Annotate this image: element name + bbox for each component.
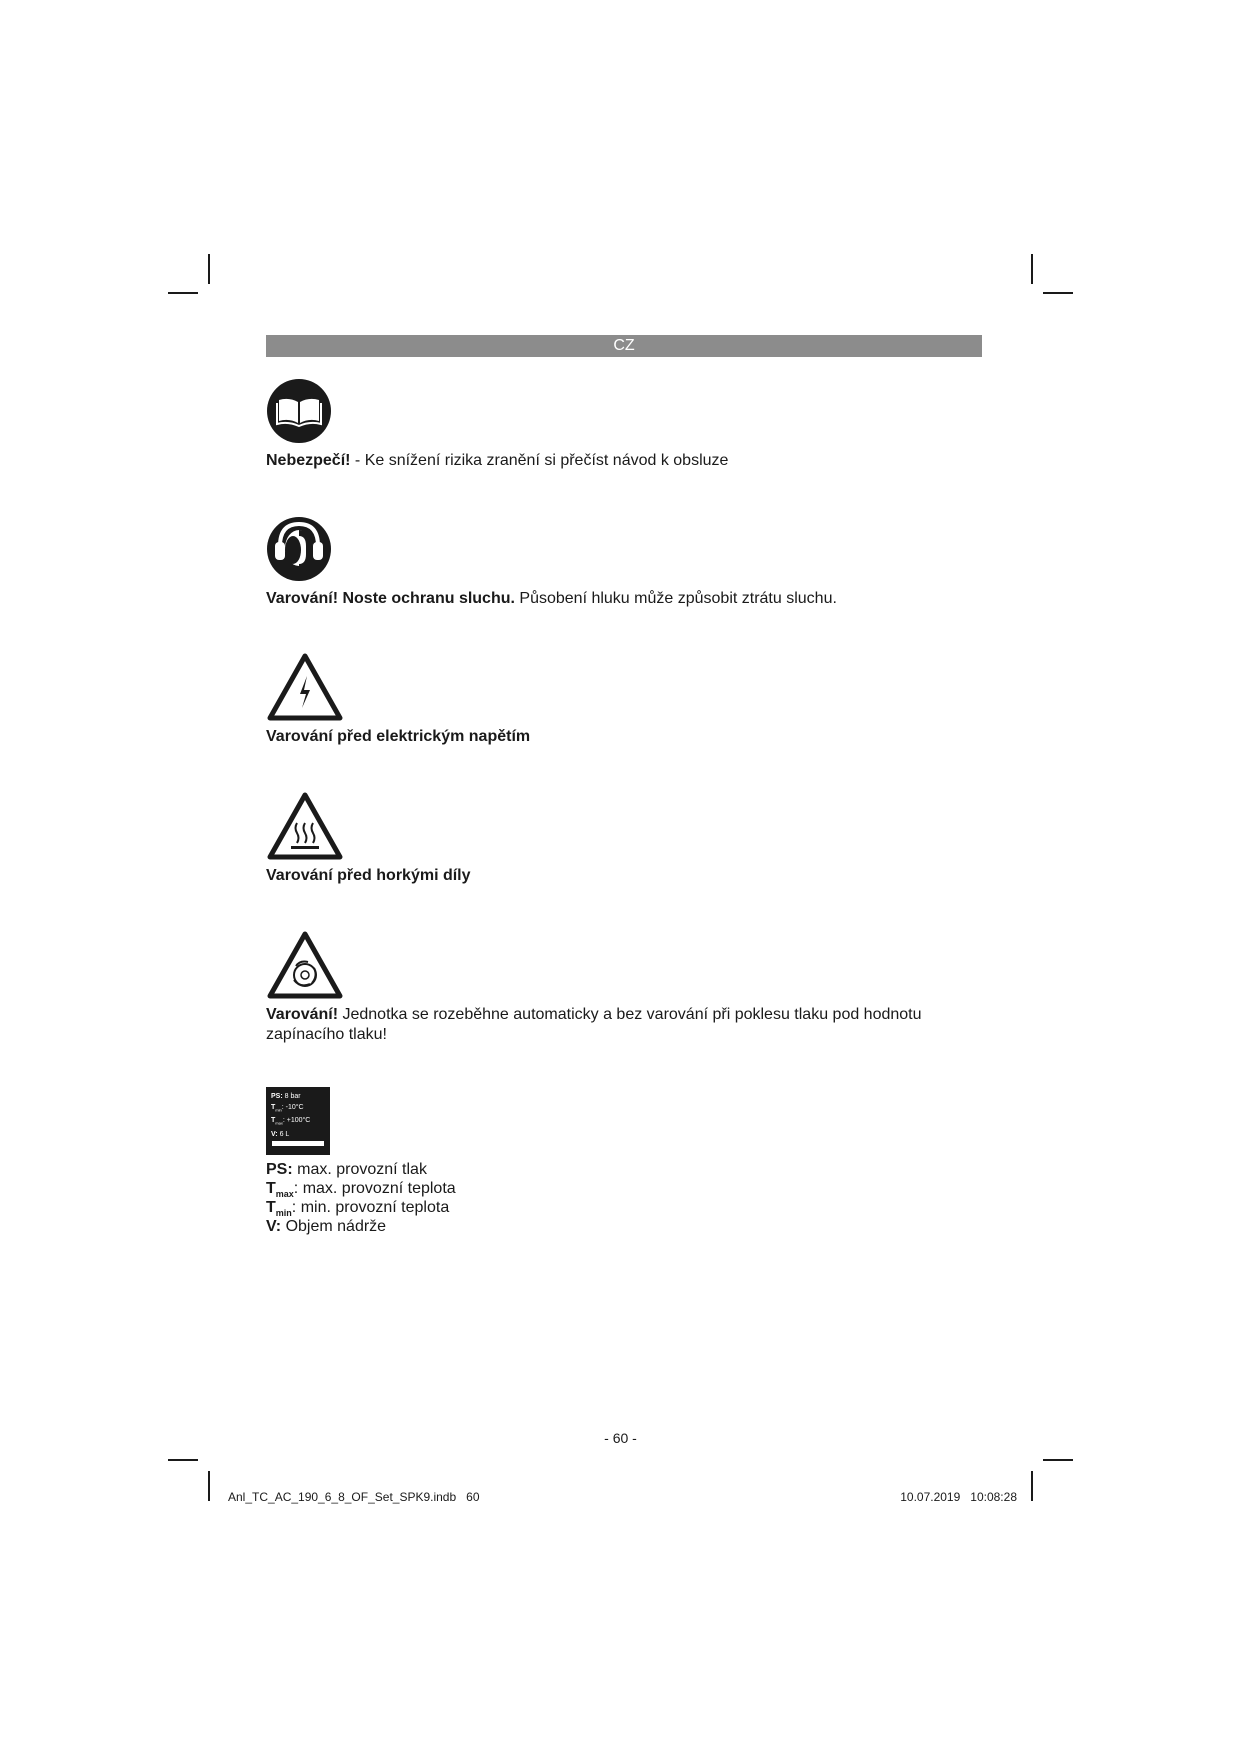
legend-tmax: $T_{max}$: max. provozní teplota [266, 1180, 456, 1200]
plate-tmin: $T_{min}$: -10°C [271, 1104, 304, 1113]
symbol-caption: Varování! Noste ochranu sluchu. Působení hluku může způsobit ztrátu sluchu. [266, 590, 837, 607]
crop-mark [1031, 254, 1033, 284]
legend-v: V: Objem nádrže [266, 1218, 387, 1235]
ear-protection-icon [266, 516, 332, 587]
symbol-caption: Nebezpečí! - Ke snížení rizika zranění si přečíst návod k obsluze [266, 452, 729, 469]
plate-v: V: 6 L [271, 1130, 290, 1138]
file-name: Anl_TC_AC_190_6_8_OF_Set_SPK9.indb 60 [228, 1490, 480, 1504]
symbol-caption: Varování! Jednotka se rozeběhne automaticky a bez varování při poklesu tlaku pod hodnotu zapínacího tlaku! [266, 1006, 922, 1043]
crop-mark [1043, 1459, 1073, 1461]
plate-ps: PS: 8 bar [271, 1093, 301, 1100]
crop-mark [1031, 1471, 1033, 1501]
crop-mark [208, 254, 210, 284]
language-header: CZ [266, 335, 982, 357]
crop-mark [168, 1459, 198, 1461]
electric-voltage-icon [266, 652, 344, 727]
plate-strip [272, 1141, 324, 1146]
read-manual-icon [266, 378, 332, 449]
crop-mark [168, 292, 198, 294]
crop-mark [208, 1471, 210, 1501]
plate-tmax: $T_{max}$: +100°C [271, 1117, 311, 1126]
crop-mark [1043, 292, 1073, 294]
plate-legend [266, 1160, 456, 1236]
automatic-start-icon [266, 930, 344, 1005]
hot-surface-icon [266, 791, 344, 866]
print-date-time: 10.07.2019 10:08:28 [900, 1490, 1017, 1504]
legend-tmin: $T_{min}$: min. provozní teplota [266, 1199, 450, 1219]
symbol-caption: Varování před horkými díly [266, 867, 471, 884]
symbol-caption: Varování před elektrickým napětím [266, 728, 531, 745]
rating-plate-icon [266, 1087, 330, 1155]
legend-ps: PS: max. provozní tlak [266, 1161, 427, 1178]
page-number: - 60 - [604, 1430, 637, 1446]
